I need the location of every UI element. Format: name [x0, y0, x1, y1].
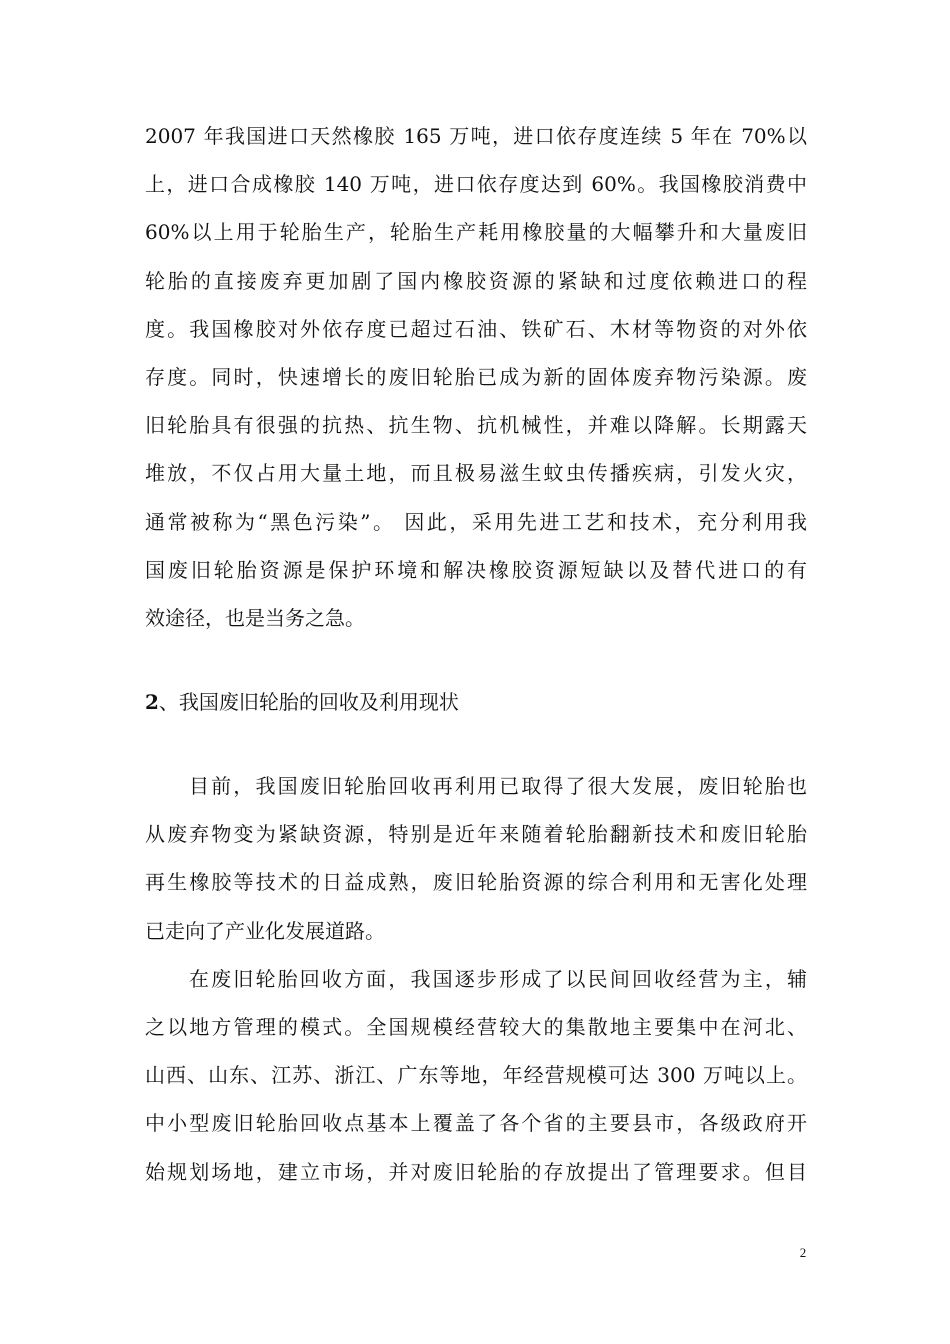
text-line: 上，进口合成橡胶 140 万吨，进口依存度达到 60%。我国橡胶消费中	[145, 172, 807, 197]
text-line: 中小型废旧轮胎回收点基本上覆盖了各个省的主要县市，各级政府开	[145, 1111, 807, 1136]
text-line: 60%以上用于轮胎生产，轮胎生产耗用橡胶量的大幅攀升和大量废旧	[145, 220, 807, 245]
text-line: 始规划场地，建立市场，并对废旧轮胎的存放提出了管理要求。但目	[145, 1159, 807, 1184]
text-line: 目前，我国废旧轮胎回收再利用已取得了很大发展，废旧轮胎也	[189, 774, 807, 799]
text-line: 度。我国橡胶对外依存度已超过石油、铁矿石、木材等物资的对外依	[145, 316, 807, 341]
text-line: 效途径，也是当务之急。	[145, 605, 365, 630]
paragraph-gap	[145, 642, 807, 678]
text-line: 堆放，不仅占用大量土地，而且极易滋生蚊虫传播疾病，引发火灾，	[145, 461, 807, 486]
intro-paragraph	[145, 112, 807, 642]
text-line: 之以地方管理的模式。全国规模经营较大的集散地主要集中在河北、	[145, 1015, 807, 1039]
section-title: 、我国废旧轮胎的回收及利用现状	[158, 690, 459, 715]
page-number: 2	[799, 1245, 807, 1260]
text-line: 在废旧轮胎回收方面，我国逐步形成了以民间回收经营为主，辅	[189, 966, 807, 991]
text-line: 2007 年我国进口天然橡胶 165 万吨，进口依存度连续 5 年在 70%以	[145, 124, 807, 148]
status-paragraph	[145, 762, 807, 955]
text-line: 再生橡胶等技术的日益成熟，废旧轮胎资源的综合利用和无害化处理	[145, 870, 807, 895]
paragraph-gap	[145, 726, 807, 762]
text-line: 山西、山东、江苏、浙江、广东等地，年经营规模可达 300 万吨以上。	[145, 1063, 807, 1088]
text-line: 通常被称为“黑色污染”。 因此，采用先进工艺和技术，充分利用我	[145, 509, 807, 534]
text-line: 从废弃物变为紧缺资源，特别是近年来随着轮胎翻新技术和废旧轮胎	[145, 822, 807, 847]
section-number: 2	[145, 690, 159, 715]
recycling-paragraph	[145, 955, 807, 1196]
text-line: 已走向了产业化发展道路。	[145, 918, 385, 943]
text-line: 轮胎的直接废弃更加剧了国内橡胶资源的紧缺和过度依赖进口的程	[145, 268, 807, 293]
page-content	[145, 112, 807, 1196]
text-line: 国废旧轮胎资源是保护环境和解决橡胶资源短缺以及替代进口的有	[145, 557, 807, 582]
text-line: 旧轮胎具有很强的抗热、抗生物、抗机械性，并难以降解。长期露天	[145, 413, 807, 438]
text-line: 存度。同时，快速增长的废旧轮胎已成为新的固体废弃物污染源。废	[145, 364, 807, 389]
section-heading	[145, 678, 807, 726]
